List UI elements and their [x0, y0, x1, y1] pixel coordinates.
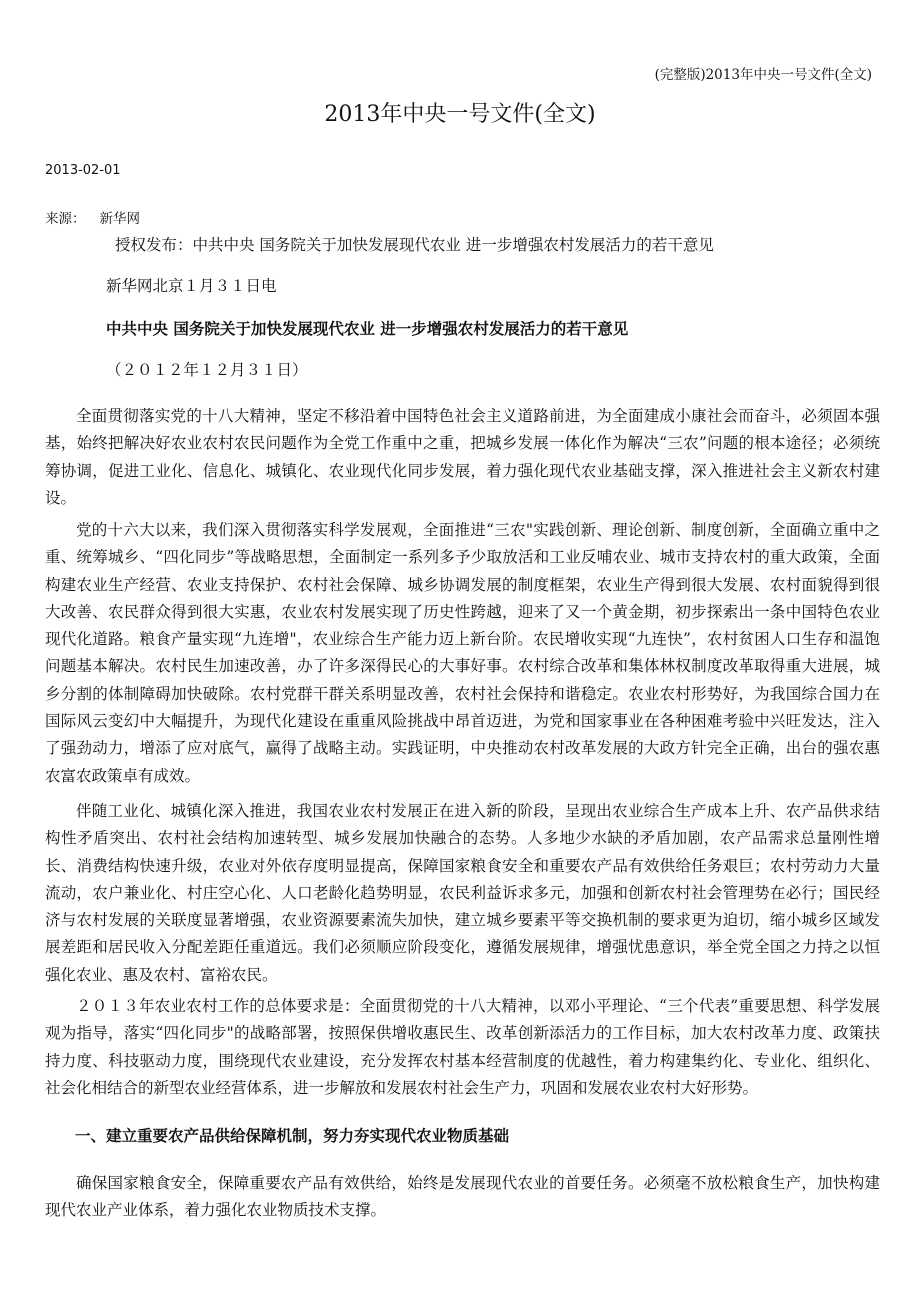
source-line — [45, 210, 140, 228]
paragraph-3: 伴随工业化、城镇化深入推进，我国农业农村发展正在进入新的阶段，呈现出农业综合生产成本上升、农产品供求结构性矛盾突出、农村社会结构加速转型、城乡发展加快融合的态势。人多地少水缺的矛盾加剧，农产品需求总量刚性增长、消费结构快速升级，农业对外依存度明显提高，保障国家粮食安全和重要农产品有效供给任务艰巨；农村劳动力大量流动，农户兼业化、村庄空心化、人口老龄化趋势明显，农民利益诉求多元，加强和创新农村社会管理势在必行；国民经济与农村发展的关联度显著增强，农业资源要素流失加快，建立城乡要素平等交换机制的要求更为迫切，缩小城乡区域发展差距和居民收入分配差距任重道远。我们必须顺应阶段变化，遵循发展规律，增强忧患意识，举全党全国之力持之以恒强化农业、惠及农村、富裕农民。 — [45, 802, 880, 984]
running-header: (完整版)2013年中央一号文件(全文) — [654, 67, 872, 83]
paragraph-1: 全面贯彻落实党的十八大精神，坚定不移沿着中国特色社会主义道路前进，为全面建成小康社会而奋斗，必须固本强基，始终把解决好农业农村农民问题作为全党工作重中之重，把城乡发展一体化作为解决“三农”问题的根本途径；必须统筹协调，促进工业化、信息化、城镇化、农业现代化同步发展，着力强化现代农业基础支撑，深入推进社会主义新农村建设。 — [45, 407, 880, 507]
section-heading-1: 一、建立重要农产品供给保障机制，努力夯实现代农业物质基础 — [75, 1126, 510, 1145]
page-title: 2013年中央一号文件(全文) — [324, 102, 596, 127]
paragraph-2: 党的十六大以来，我们深入贯彻落实科学发展观，全面推进“三农"实践创新、理论创新、制度创新，全面确立重中之重、统筹城乡、“四化同步”等战略思想，全面制定一系列多予少取放活和工业反哺农业、城市支持农村的重大政策，全面构建农业生产经营、农业支持保护、农村社会保障、城乡协调发展的制度框架，农业生产得到很大发展、农村面貌得到很大改善、农民群众得到很大实惠，农业农村发展实现了历史性跨越，迎来了又一个黄金期，初步探索出一条中国特色农业现代化道路。粮食产量实现“九连增"，农业综合生产能力迈上新台阶。农民增收实现“九连快”，农村贫困人口生存和温饱问题基本解决。农村民生加速改善，办了许多深得民心的大事好事。农村综合改革和集体林权制度改革取得重大进展，城乡分割的体制障碍加快破除。农村党群干群关系明显改善，农村社会保持和谐稳定。农业农村形势好，为我国综合国力在国际风云变幻中大幅提升，为现代化建设在重重风险挑战中昂首迈进，为党和国家事业在各种困难考验中兴旺发达，注入了强劲动力，增添了应对底气，赢得了战略主动。实践证明，中央推动农村改革发展的大政方针完全正确，出台的强农惠农富农政策卓有成效。 — [45, 521, 880, 785]
document-subtitle: 中共中央 国务院关于加快发展现代农业 进一步增强农村发展活力的若干意见 — [106, 319, 629, 338]
authorization-line: 授权发布：中共中央 国务院关于加快发展现代农业 进一步增强农村发展活力的若干意见 — [115, 236, 714, 254]
subtitle-date: （２０１２年１２月３１日） — [106, 361, 308, 379]
section-paragraph-1: 确保国家粮食安全，保障重要农产品有效供给，始终是发展现代农业的首要任务。必须毫不放松粮食生产，加快构建现代农业产业体系，着力强化农业物质技术支撑。 — [45, 1174, 880, 1220]
dateline: 新华网北京１月３１日电 — [106, 277, 277, 295]
paragraph-4: ２０１３年农业农村工作的总体要求是：全面贯彻党的十八大精神，以邓小平理论、“三个代表”重要思想、科学发展观为指导，落实“四化同步"的战略部署，按照保供增收惠民生、改革创新添活力的工作目标，加大农村改革力度、政策扶持力度、科技驱动力度，围绕现代农业建设，充分发挥农村基本经营制度的优越性，着力构建集约化、专业化、组织化、社会化相结合的新型农业经营体系，进一步解放和发展农村社会生产力，巩固和发展农业农村大好形势。 — [45, 997, 880, 1097]
publish-date: 2013-02-01 — [45, 163, 121, 178]
source-value: 新华网 — [99, 211, 140, 227]
source-label: 来源： — [45, 211, 86, 227]
